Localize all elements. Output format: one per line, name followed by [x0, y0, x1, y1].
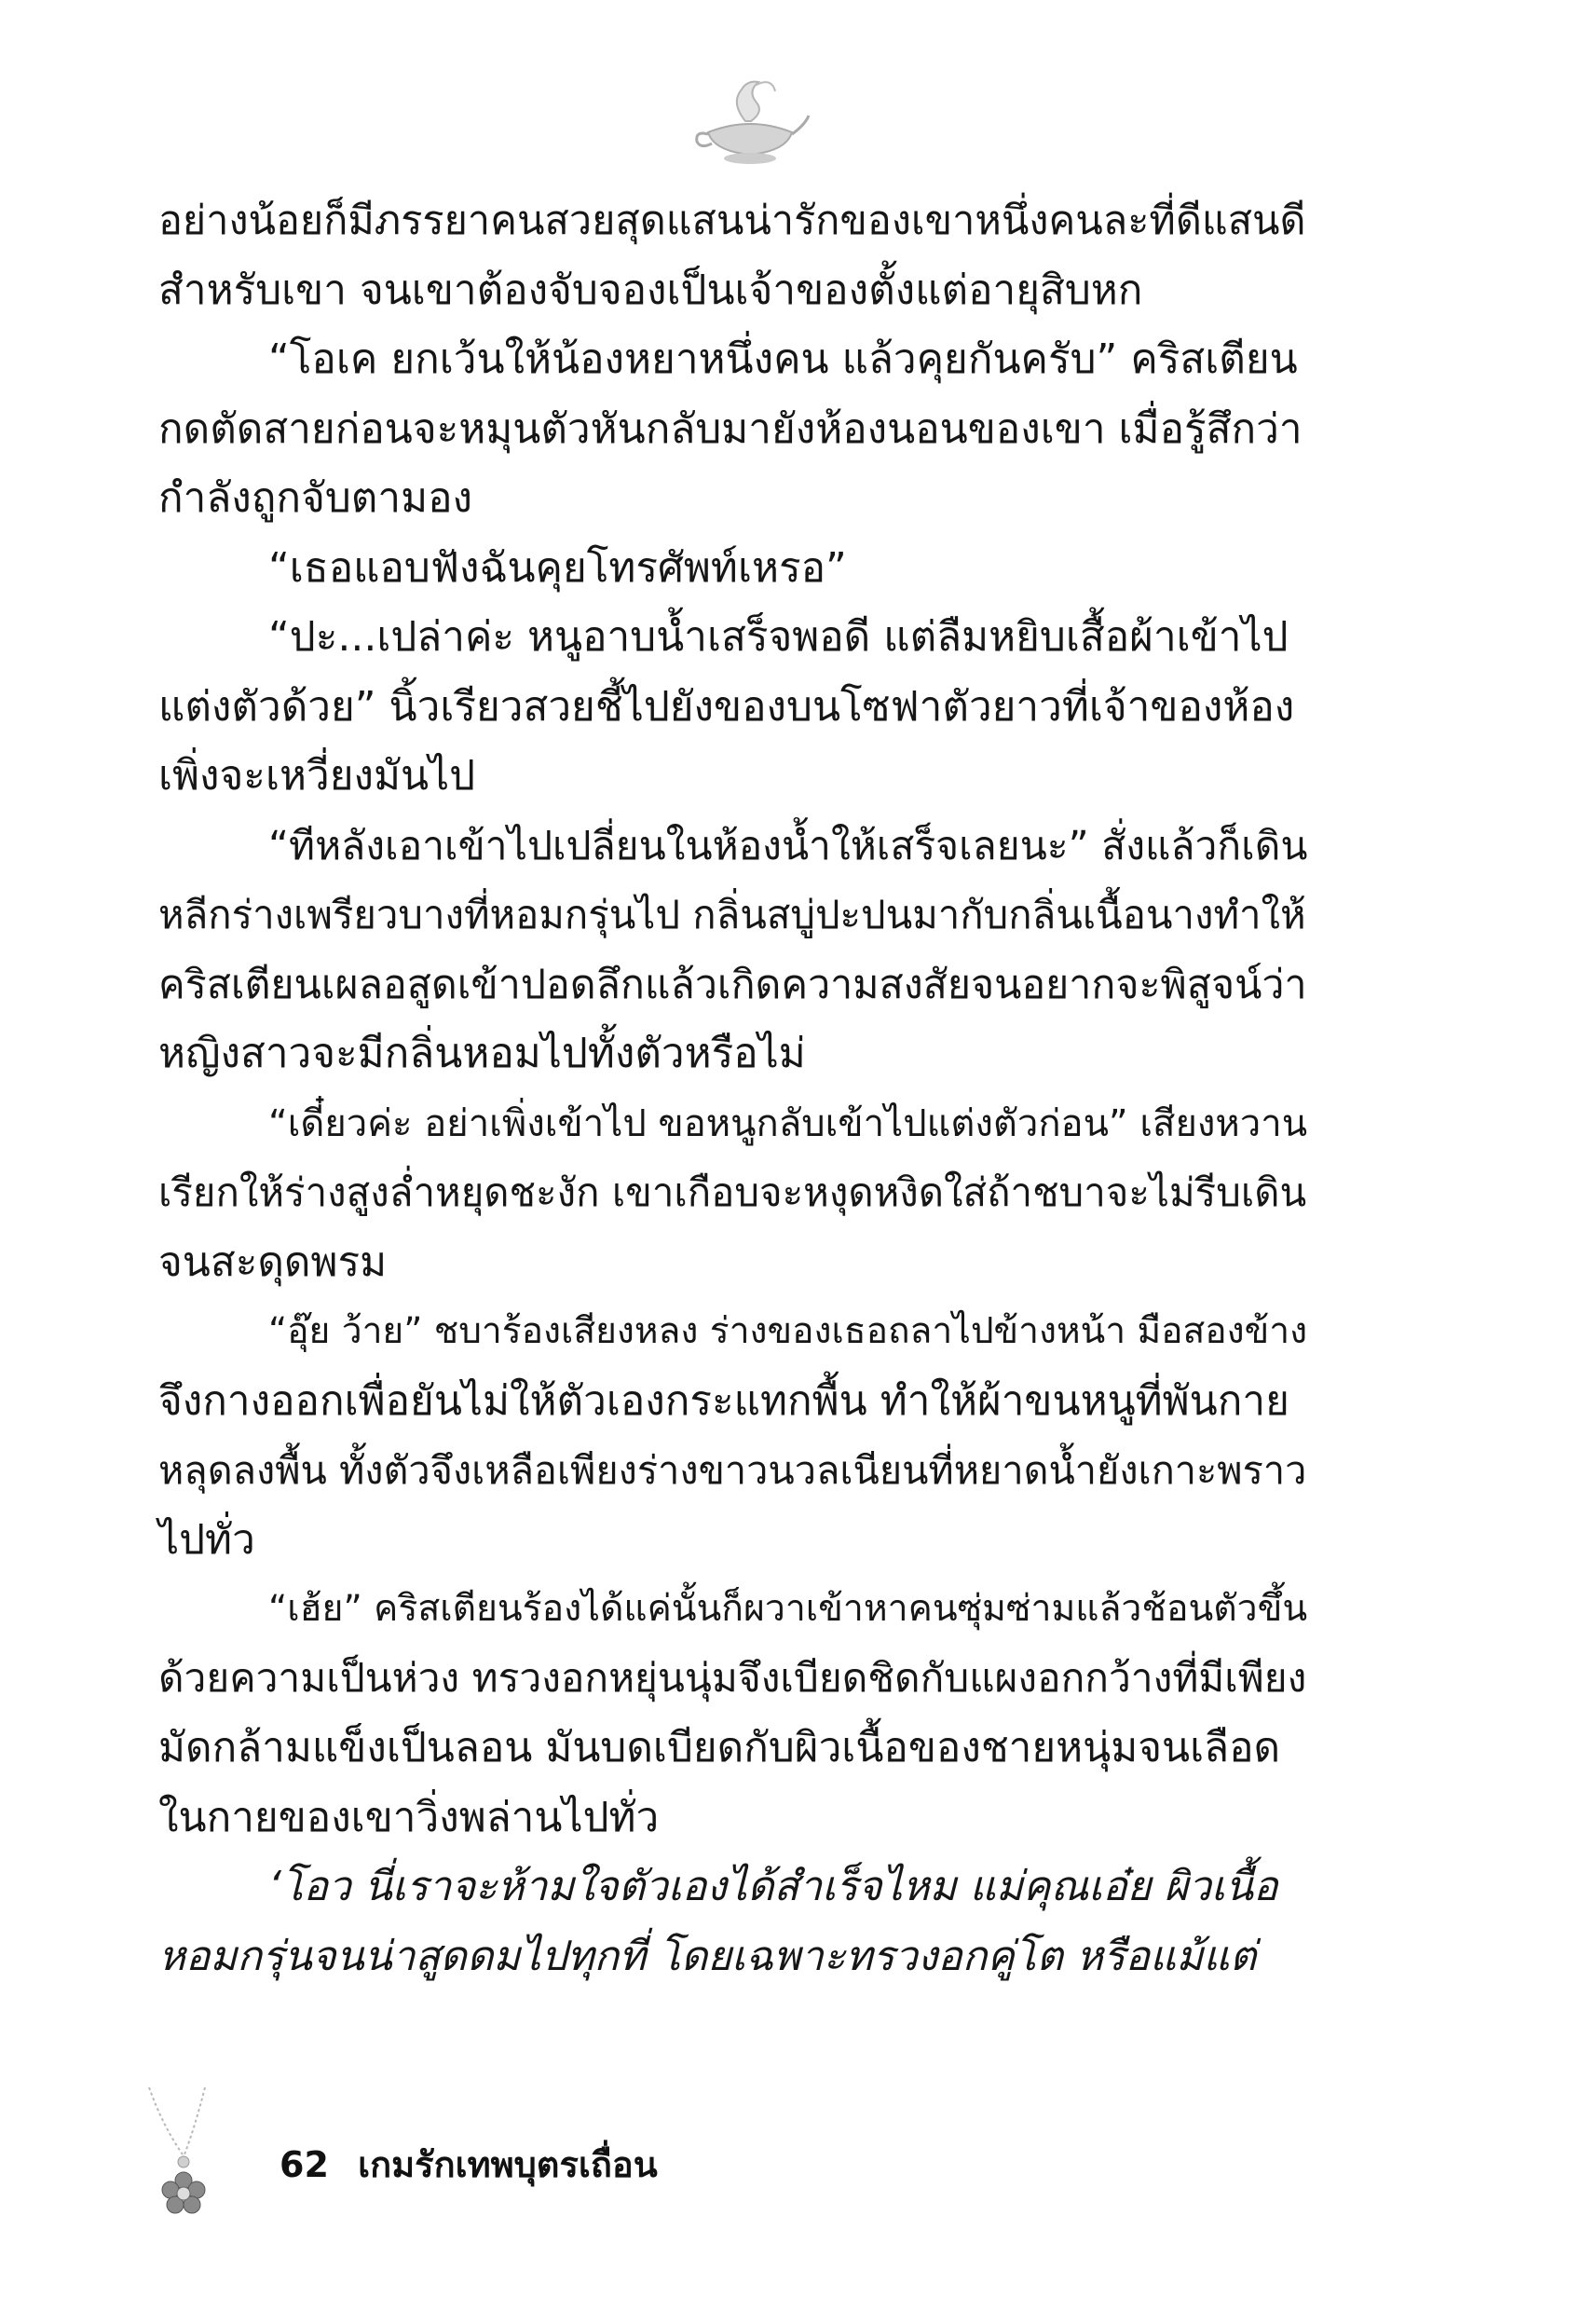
page-number: 62: [280, 2144, 329, 2185]
text-line: ด้วยความเป็นห่วง ทรวงอกหยุ่นนุ่มจึงเบียดชิดกับแผงอกกว้างที่มีเพียง: [158, 1655, 1307, 1702]
text-line: “อุ๊ย ว้าย” ชบาร้องเสียงหลง ร่างของเธอถลาไปข้างหน้า มือสองข้าง: [268, 1310, 1308, 1352]
body-text: [158, 186, 1318, 1991]
text-line: เรียกให้ร่างสูงล่ำหยุดชะงัก เขาเกือบจะหงุดหงิดใส่ถ้าชบาจะไม่รีบเดิน: [158, 1169, 1307, 1215]
text-line: มัดกล้ามแข็งเป็นลอน มันบดเบียดกับผิวเนื้อของชายหนุ่มจนเลือด: [158, 1724, 1281, 1771]
text-line: ในกายของเขาวิ่งพล่านไปทั่ว: [158, 1793, 660, 1841]
text-line: กำลังถูกจับตามอง: [158, 474, 472, 522]
text-line: ไปทั่ว: [158, 1515, 255, 1564]
text-line: หอมกรุ่นจนน่าสูดดมไปทุกที่ โดยเฉพาะทรวงอกคู่โต หรือแม้แต่: [158, 1932, 1257, 1980]
text-line: เพิ่งจะเหวี่ยงมันไป: [158, 752, 476, 800]
text-line: สำหรับเขา จนเขาต้องจับจองเป็นเจ้าของตั้งแต่อายุสิบหก: [158, 266, 1143, 314]
text-line: จึงกางออกเพื่อยันไม่ให้ตัวเองกระแทกพื้น ทำให้ผ้าขนหนูที่พันกาย: [158, 1376, 1289, 1425]
text-line: หลุดลงพื้น ทั้งตัวจึงเหลือเพียงร่างขาวนวลเนียนที่หยาดน้ำยังเกาะพราว: [158, 1448, 1307, 1493]
page-footer: [280, 2136, 658, 2193]
genie-lamp-icon: [689, 75, 811, 168]
text-line: ‘โอว นี่เราจะห้ามใจตัวเองได้สำเร็จไหม แม่คุณเอ๋ย ผิวเนื้อ: [268, 1863, 1278, 1910]
text-line: “เธอแอบฟังฉันคุยโทรศัพท์เหรอ”: [268, 543, 847, 592]
book-title: เกมรักเทพบุตรเถื่อน: [358, 2144, 658, 2185]
text-line: “เฮ้ย” คริสเตียนร้องได้แค่นั้นก็ผวาเข้าหาคนซุ่มซ่ามแล้วช้อนตัวขึ้น: [268, 1588, 1308, 1630]
text-line: อย่างน้อยก็มีภรรยาคนสวยสุดแสนน่ารักของเขาหนึ่งคนละที่ดีแสนดี: [158, 198, 1306, 244]
text-line: หลีกร่างเพรียวบางที่หอมกรุ่นไป กลิ่นสบู่ปะปนมากับกลิ่นเนื้อนางทำให้: [158, 892, 1306, 937]
text-line: “โอเค ยกเว้นให้น้องหยาหนึ่งคน แล้วคุยกันครับ” คริสเตียน: [268, 335, 1298, 383]
text-line: กดตัดสายก่อนจะหมุนตัวหันกลับมายังห้องนอนของเขา เมื่อรู้สึกว่า: [158, 404, 1303, 453]
text-line: จนสะดุดพรม: [158, 1238, 388, 1286]
text-line: แต่งตัวด้วย” นิ้วเรียวสวยชี้ไปยังของบนโซฟาตัวยาวที่เจ้าของห้อง: [158, 682, 1295, 731]
necklace-pendant-icon: [140, 2087, 224, 2218]
text-line: คริสเตียนเผลอสูดเข้าปอดลึกแล้วเกิดความสงสัยจนอยากจะพิสูจน์ว่า: [158, 961, 1307, 1008]
text-line: “ทีหลังเอาเข้าไปเปลี่ยนในห้องน้ำให้เสร็จเลยนะ” สั่งแล้วก็เดิน: [268, 822, 1308, 869]
text-line: “เดี๋ยวค่ะ อย่าเพิ่งเข้าไป ขอหนูกลับเข้าไปแต่งตัวก่อน” เสียงหวาน: [268, 1101, 1308, 1145]
text-line: “ปะ...เปล่าค่ะ หนูอาบน้ำเสร็จพอดี แต่ลืมหยิบเสื้อผ้าเข้าไป: [268, 613, 1289, 661]
text-line: หญิงสาวจะมีกลิ่นหอมไปทั้งตัวหรือไม่: [158, 1030, 806, 1077]
